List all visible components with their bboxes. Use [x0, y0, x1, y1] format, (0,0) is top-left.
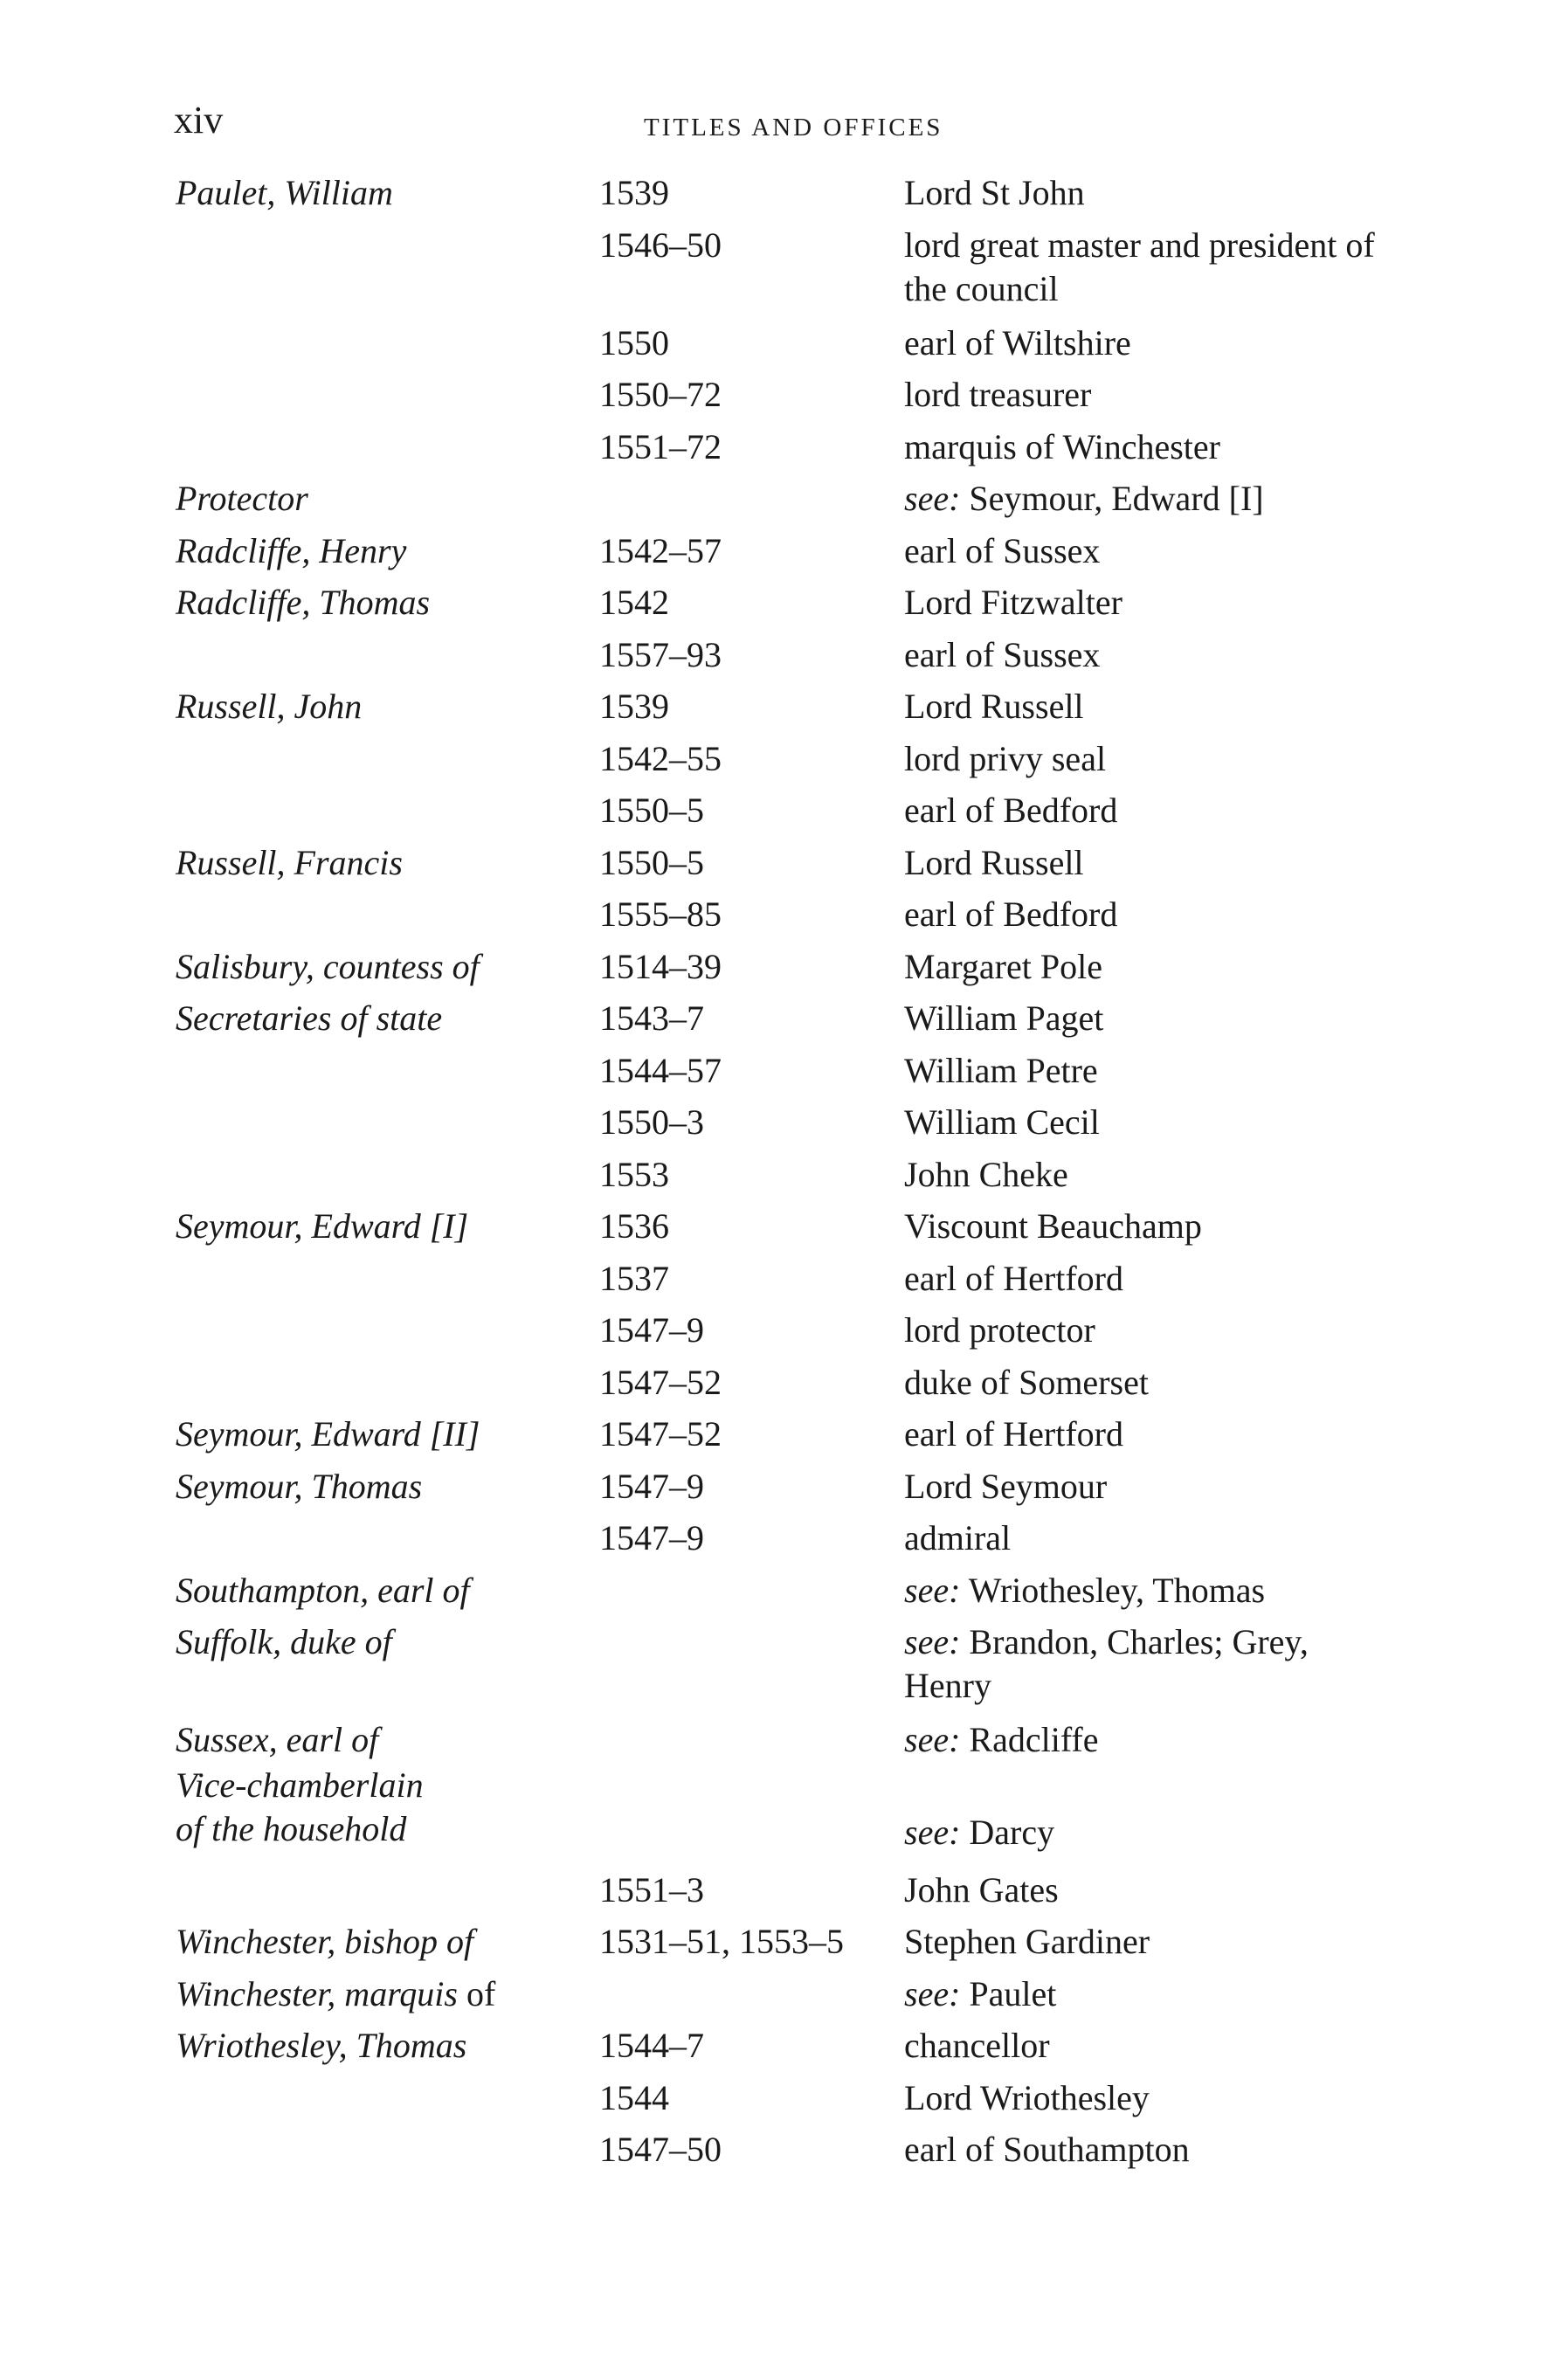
entry-office [904, 1465, 1402, 1509]
entry-office-text: Seymour, Edward [I] [969, 479, 1264, 518]
entry-office [904, 1153, 1402, 1197]
entries-table [0, 168, 1568, 2177]
entry-office [904, 477, 1402, 521]
entry-office-text: John Cheke [904, 1154, 1068, 1194]
entry-dates: 1546–50 [599, 224, 722, 265]
table-row [0, 1150, 1568, 1202]
entry-office [904, 1516, 1402, 1560]
entry-name: Russell, Francis [176, 842, 403, 882]
table-row [0, 168, 1568, 220]
entry-office [904, 581, 1402, 625]
entry-name: Radcliffe, Thomas [176, 583, 431, 622]
entry-office-text: earl of Wiltshire [904, 322, 1131, 363]
entry-office-text: Lord Russell [904, 687, 1084, 726]
entry-office-text: William Paget [904, 998, 1104, 1038]
entry-office-text: earl of Hertford [904, 1414, 1123, 1454]
entry-name: Radcliffe, Henry [176, 530, 407, 570]
entry-office [904, 1620, 1402, 1708]
entry-office [904, 685, 1402, 729]
table-row [0, 1305, 1568, 1357]
entry-office [904, 1718, 1402, 1762]
entry-office [904, 997, 1402, 1040]
table-row [0, 1513, 1568, 1565]
table-row [0, 838, 1568, 890]
see-reference-label: see: [904, 1570, 961, 1610]
entry-dates: 1557–93 [599, 634, 722, 674]
entry-name: Protector [176, 479, 308, 518]
table-row [0, 630, 1568, 682]
entry-office-text: Lord Seymour [904, 1466, 1108, 1506]
entry-office-text: duke of Somerset [904, 1362, 1149, 1402]
table-row [0, 942, 1568, 994]
entry-office [904, 1972, 1402, 2016]
entry-office [904, 1920, 1402, 1964]
entry-name: Vice-chamberlain of the household [176, 1765, 424, 1848]
entry-name: Southampton, earl of [176, 1570, 470, 1610]
entry-office [904, 1257, 1402, 1301]
entry-dates: 1547–9 [599, 1466, 704, 1506]
entry-office-text: chancellor [904, 2026, 1050, 2065]
table-row [0, 1969, 1568, 2021]
entry-office-text: William Cecil [904, 1102, 1100, 1142]
entry-dates: 1539 [599, 687, 669, 726]
entry-office-text: lord treasurer [904, 375, 1092, 414]
table-row [0, 1917, 1568, 1969]
entry-office [904, 373, 1402, 417]
entry-office-text: Stephen Gardiner [904, 1922, 1150, 1961]
table-row [0, 1617, 1568, 1715]
entry-office [904, 529, 1402, 573]
entry-dates: 1551–72 [599, 426, 722, 466]
entry-dates: 1553 [599, 1154, 669, 1194]
entry-office-text: Lord Russell [904, 842, 1084, 882]
entry-office-text: Lord Wriothesley [904, 2077, 1150, 2117]
table-row [0, 473, 1568, 526]
entry-dates: 1550–72 [599, 375, 722, 414]
entry-dates: 1536 [599, 1206, 669, 1246]
table-row [0, 1565, 1568, 1618]
table-row [0, 734, 1568, 786]
entry-office [904, 737, 1402, 781]
table-row [0, 889, 1568, 942]
entry-office-text: Darcy [969, 1812, 1055, 1852]
entry-dates: 1542–57 [599, 530, 722, 570]
entry-office [904, 633, 1402, 677]
table-row [0, 1254, 1568, 1306]
table-row [0, 318, 1568, 370]
entry-office [904, 1811, 1402, 1854]
table-row [0, 1865, 1568, 1917]
entry-name: Wriothesley, Thomas [176, 2026, 467, 2065]
table-row [0, 2073, 1568, 2125]
entry-office-text: Wriothesley, Thomas [968, 1570, 1266, 1610]
entry-name: Suffolk, duke of [176, 1622, 392, 1661]
entry-name: Seymour, Thomas [176, 1466, 423, 1506]
see-reference-label: see: [904, 1720, 961, 1759]
entry-dates: 1537 [599, 1258, 669, 1298]
table-row [0, 993, 1568, 1046]
entry-name: Sussex, earl of [176, 1720, 379, 1759]
see-reference-label: see: [904, 1622, 961, 1661]
entry-name-suffix: of [466, 1973, 496, 2013]
entry-name: Winchester, bishop of [176, 1922, 474, 1961]
entry-office [904, 1309, 1402, 1352]
table-row [0, 1409, 1568, 1461]
see-reference-label: see: [904, 479, 961, 518]
entry-office [904, 2024, 1402, 2068]
entry-office-text: Brandon, Charles; Grey, Henry [904, 1622, 1309, 1705]
entry-name: Seymour, Edward [I] [176, 1206, 469, 1246]
entry-name: Seymour, Edward [II] [176, 1414, 480, 1454]
entry-office-text: Lord Fitzwalter [904, 583, 1122, 622]
entry-office [904, 1101, 1402, 1144]
entry-name: Secretaries of state [176, 998, 443, 1038]
entry-office-text: earl of Bedford [904, 894, 1118, 934]
entry-office [904, 2128, 1402, 2172]
entry-office-text: earl of Southampton [904, 2130, 1190, 2169]
entry-office [904, 1205, 1402, 1248]
entry-dates: 1547–52 [599, 1362, 722, 1402]
entry-dates: 1547–9 [599, 1310, 704, 1350]
entry-dates: 1551–3 [599, 1869, 704, 1910]
entry-office [904, 1868, 1402, 1912]
table-row [0, 1461, 1568, 1514]
table-row [0, 1767, 1568, 1865]
table-row [0, 1201, 1568, 1254]
entry-office-text: John Gates [904, 1869, 1059, 1910]
entry-dates: 1550–5 [599, 791, 704, 830]
entry-office-text: Lord St John [904, 173, 1085, 212]
entry-office [904, 789, 1402, 832]
table-row [0, 1046, 1568, 1098]
entry-dates: 1539 [599, 173, 669, 212]
entry-office-text: Margaret Pole [904, 946, 1102, 986]
entry-office [904, 945, 1402, 989]
entry-office [904, 2076, 1402, 2120]
table-row [0, 1715, 1568, 1767]
entry-dates: 1547–9 [599, 1518, 704, 1557]
entry-dates: 1547–50 [599, 2130, 722, 2169]
entry-office [904, 425, 1402, 469]
entry-dates: 1550–3 [599, 1102, 704, 1142]
table-row [0, 785, 1568, 838]
entry-dates: 1550 [599, 322, 669, 363]
table-row [0, 1357, 1568, 1410]
entry-dates: 1543–7 [599, 998, 704, 1038]
entry-office-text: lord protector [904, 1310, 1095, 1350]
table-row [0, 526, 1568, 578]
entry-dates: 1531–51, 1553–5 [599, 1922, 844, 1961]
entry-dates: 1547–52 [599, 1414, 722, 1454]
entry-dates: 1550–5 [599, 842, 704, 882]
table-row [0, 2124, 1568, 2177]
entry-office-text: lord great master and president of the council [904, 224, 1375, 308]
entry-office-text: earl of Sussex [904, 530, 1101, 570]
see-reference-label: see: [904, 1812, 961, 1852]
entry-dates: 1544 [599, 2077, 669, 2117]
table-row [0, 220, 1568, 318]
entry-office-text: lord privy seal [904, 738, 1107, 778]
entry-office [904, 1569, 1402, 1613]
entry-office-text: earl of Sussex [904, 634, 1101, 674]
entry-office-text: Radcliffe [969, 1720, 1099, 1759]
entry-office-text: Viscount Beauchamp [904, 1206, 1202, 1246]
entry-office [904, 1049, 1402, 1093]
entry-dates: 1555–85 [599, 894, 722, 934]
entry-name: Winchester, marquis of [176, 1973, 496, 2013]
running-head: TITLES AND OFFICES [644, 114, 943, 142]
entry-office-text: earl of Bedford [904, 791, 1118, 830]
entry-office [904, 1412, 1402, 1456]
entry-dates: 1544–7 [599, 2026, 704, 2065]
entry-office-text: earl of Hertford [904, 1258, 1123, 1298]
entry-office [904, 1361, 1402, 1405]
entry-office [904, 224, 1402, 311]
page-number: xiv [174, 99, 224, 142]
entry-name: Russell, John [176, 687, 363, 726]
entry-office [904, 171, 1402, 215]
entry-name: Salisbury, countess of [176, 946, 480, 986]
entry-office-text: marquis of Winchester [904, 426, 1220, 466]
table-row [0, 369, 1568, 422]
table-row [0, 2020, 1568, 2073]
entry-dates: 1542 [599, 583, 669, 622]
entry-office [904, 321, 1402, 365]
entry-name: Paulet, William [176, 173, 393, 212]
table-row [0, 1097, 1568, 1150]
entry-office [904, 893, 1402, 936]
entry-dates: 1544–57 [599, 1050, 722, 1090]
table-row [0, 577, 1568, 630]
entry-dates: 1514–39 [599, 946, 722, 986]
entry-office [904, 841, 1402, 885]
see-reference-label: see: [904, 1973, 961, 2013]
entry-dates: 1542–55 [599, 738, 722, 778]
entry-office-text: admiral [904, 1518, 1012, 1557]
entry-office-text: William Petre [904, 1050, 1098, 1090]
table-row [0, 681, 1568, 734]
entry-office-text: Paulet [969, 1973, 1057, 2013]
table-row [0, 422, 1568, 474]
